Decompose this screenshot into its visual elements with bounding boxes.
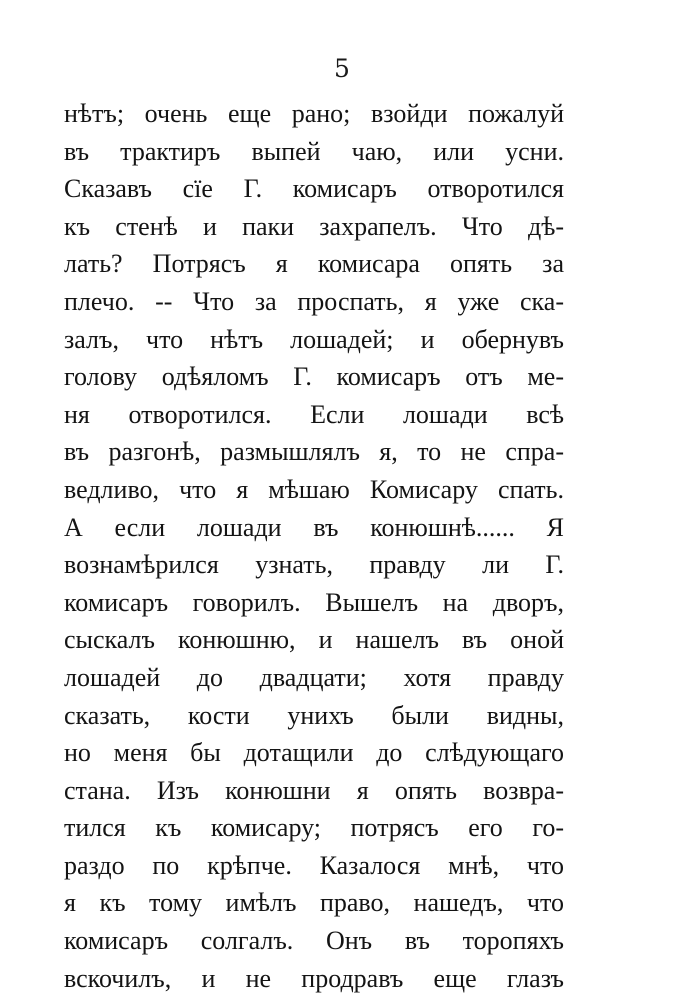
text-line: комисаръ говорилъ. Вышелъ на дворъ,: [64, 587, 564, 617]
text-line: я къ тому имѣлъ право, нашедъ, что: [64, 888, 564, 918]
text-line: залъ, что нѣтъ лошадей; и обернувъ: [64, 324, 564, 354]
body-text: [64, 95, 564, 997]
text-line: тился къ комисару; потрясъ его го-: [64, 813, 564, 843]
text-line: но меня бы дотащили до слѣдующаго: [64, 738, 564, 768]
text-line: нѣтъ; очень еще рано; взойди пожалуй: [64, 99, 564, 128]
text-line: голову одѣяломъ Г. комисаръ отъ ме-: [64, 362, 564, 392]
text-line: сказать, кости унихъ были видны,: [64, 700, 564, 730]
text-line: ня отворотился. Если лошади всѣ: [64, 399, 564, 429]
text-line: комисаръ солгалъ. Онъ въ торопяхъ: [64, 926, 564, 956]
text-line: къ стенѣ и паки захрапелъ. Что дѣ-: [64, 211, 564, 241]
text-line: ведливо, что я мѣшаю Комисару спать.: [64, 474, 564, 504]
text-line: сыскалъ конюшню, и нашелъ въ оной: [64, 625, 564, 655]
text-line: А если лошади въ конюшнѣ...... Я: [64, 512, 564, 542]
text-line: лошадей до двадцати; хотя правду: [64, 662, 564, 692]
page-number: 5: [334, 54, 350, 83]
text-line: въ разгонѣ, размышлялъ я, то не спра-: [64, 437, 564, 467]
text-line: вскочилъ, и не продравъ еще глазъ: [64, 963, 564, 993]
text-line: плечо. -- Что за проспать, я уже ска-: [64, 286, 564, 316]
text-line: стана. Изъ конюшни я опять возвра-: [64, 775, 564, 805]
text-line: лать? Потрясъ я комисара опять за: [64, 249, 564, 279]
text-line: вознамѣрился узнать, правду ли Г.: [64, 550, 564, 580]
text-line: въ трактиръ выпей чаю, или усни.: [64, 136, 564, 166]
text-line: Сказавъ сїе Г. комисаръ отворотился: [64, 174, 564, 204]
text-line: раздо по крѣпче. Казалося мнѣ, что: [64, 850, 564, 880]
